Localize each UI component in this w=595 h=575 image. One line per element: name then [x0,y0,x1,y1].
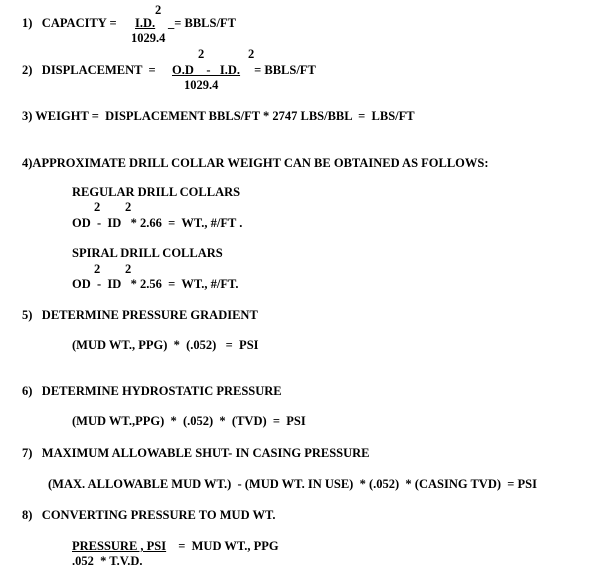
displacement-od-exponent: 2 [198,47,205,61]
regular-od-exponent: 2 [94,200,101,214]
displacement-id-exponent: 2 [248,47,255,61]
convert-heading: 8) CONVERTING PRESSURE TO MUD WT. [22,508,276,522]
capacity-exponent: 2 [155,3,162,17]
spiral-od-exponent: 2 [94,262,101,276]
hydrostatic-heading: 6) DETERMINE HYDROSTATIC PRESSURE [22,384,282,398]
capacity-label: 1) CAPACITY = [22,16,120,30]
regular-id-exponent: 2 [125,200,132,214]
spiral-id-exponent: 2 [125,262,132,276]
weight-formula: 3) WEIGHT = DISPLACEMENT BBLS/FT * 2747 LBS/BBL = LBS/FT [22,109,415,123]
capacity-numerator: I.D. [135,16,156,30]
regular-collars-formula: OD - ID * 2.66 = WT., #/FT . [72,216,243,230]
displacement-label: 2) DISPLACEMENT = [22,63,159,77]
capacity-result: _= BBLS/FT [168,16,236,30]
pressure-gradient-heading: 5) DETERMINE PRESSURE GRADIENT [22,308,258,322]
masicp-formula: (MAX. ALLOWABLE MUD WT.) - (MUD WT. IN USE) * (.052) * (CASING TVD) = PSI [48,477,537,491]
displacement-numerator: O.D - I.D. [172,63,241,77]
spiral-collars-formula: OD - ID * 2.56 = WT., #/FT. [72,277,239,291]
pressure-gradient-formula: (MUD WT., PPG) * (.052) = PSI [72,338,259,352]
convert-numerator: PRESSURE , PSI [72,539,167,553]
hydrostatic-formula: (MUD WT.,PPG) * (.052) * (TVD) = PSI [72,414,306,428]
displacement-denominator: 1029.4 [184,78,219,92]
masicp-heading: 7) MAXIMUM ALLOWABLE SHUT- IN CASING PRESSURE [22,446,370,460]
convert-result: = MUD WT., PPG [172,539,279,553]
spiral-collars-title: SPIRAL DRILL COLLARS [72,246,223,260]
regular-collars-title: REGULAR DRILL COLLARS [72,185,241,199]
displacement-result: = BBLS/FT [251,63,316,77]
convert-denominator: .052 * T.V.D. [72,554,143,568]
drill-collar-heading: 4)APPROXIMATE DRILL COLLAR WEIGHT CAN BE OBTAINED AS FOLLOWS: [22,156,489,170]
capacity-denominator: 1029.4 [131,31,166,45]
